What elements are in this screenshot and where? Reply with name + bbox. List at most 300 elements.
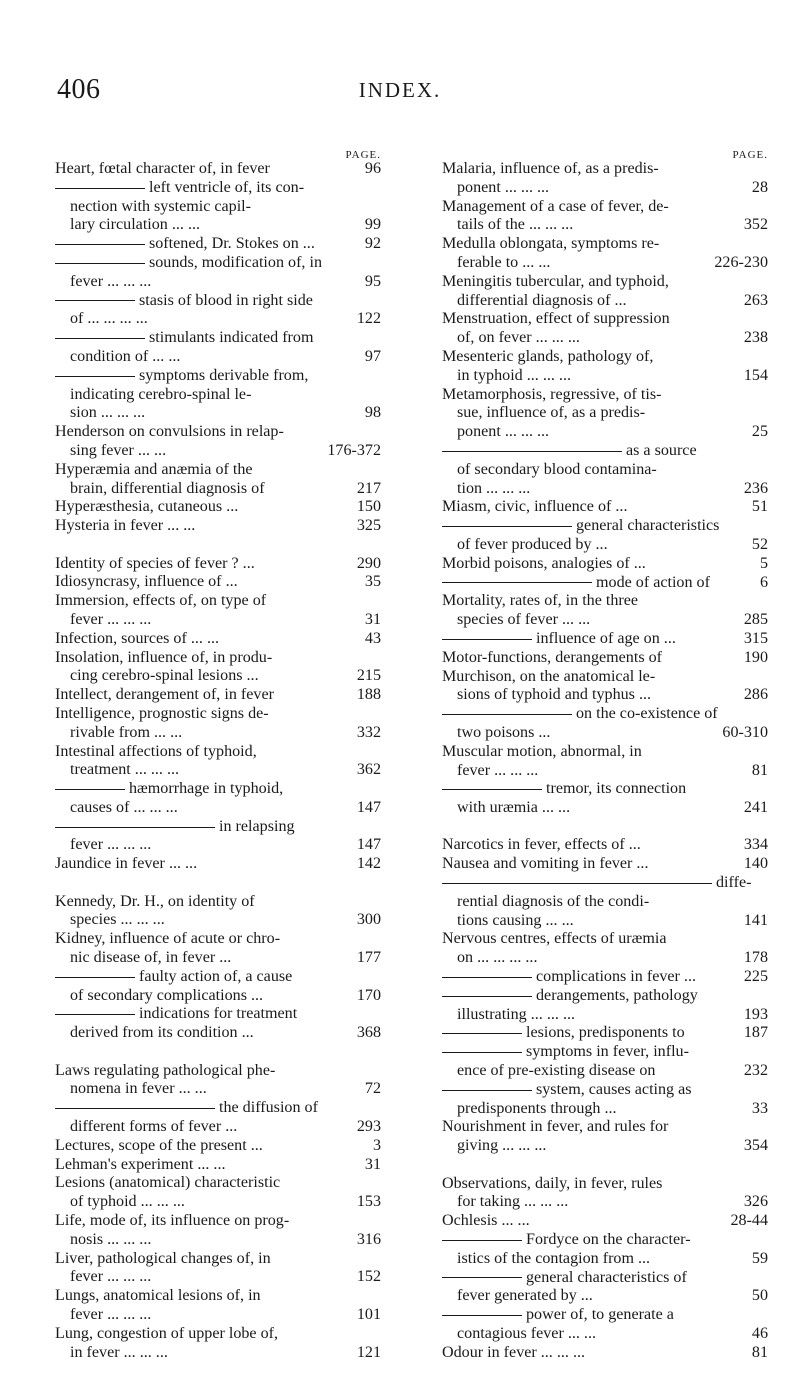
index-line <box>442 611 768 630</box>
ditto-rule <box>442 996 532 997</box>
index-line <box>55 216 381 235</box>
index-line <box>55 329 381 348</box>
index-entry <box>55 1137 381 1156</box>
index-entry <box>442 874 768 930</box>
index-line <box>55 911 381 930</box>
index-line <box>55 367 381 386</box>
index-line <box>55 423 381 442</box>
index-entry <box>55 686 381 705</box>
index-entry <box>55 160 381 179</box>
index-entry <box>55 1062 381 1100</box>
index-line <box>55 461 381 480</box>
page-ref: 326 <box>743 1193 768 1211</box>
index-column-left <box>55 149 381 1362</box>
index-line <box>442 273 768 292</box>
ditto-rule <box>55 789 125 790</box>
index-entry <box>55 555 381 574</box>
index-entry <box>55 235 381 254</box>
entry-text: general characteristics of <box>526 1268 687 1286</box>
page-ref: 28 <box>751 178 768 196</box>
index-line <box>442 1344 768 1363</box>
index-entry <box>442 386 768 442</box>
index-line <box>55 1080 381 1099</box>
page-ref: 6 <box>759 573 768 591</box>
index-line <box>55 1099 381 1118</box>
entry-text: fever ... ... ... <box>70 1306 152 1323</box>
index-line <box>442 1306 768 1325</box>
page-ref: 193 <box>743 1005 768 1023</box>
page-ref: 142 <box>356 855 381 873</box>
entry-text: species of fever ... ... <box>457 611 591 629</box>
index-line <box>442 686 768 705</box>
index-line <box>55 724 381 743</box>
index-entry <box>55 423 381 461</box>
page-ref: 46 <box>751 1325 768 1342</box>
index-line <box>55 1250 381 1269</box>
entry-text: derangements, pathology <box>536 986 698 1004</box>
entry-text: of, on fever ... ... ... <box>457 329 580 347</box>
entry-text: ponent ... ... ... <box>457 178 550 196</box>
entry-text: for taking ... ... ... <box>457 1193 569 1211</box>
index-line <box>55 761 381 780</box>
page-ref: 293 <box>356 1118 381 1136</box>
index-line <box>55 404 381 423</box>
page-ref: 170 <box>356 986 381 1004</box>
index-line <box>55 649 381 668</box>
entry-text: nomena in fever ... ... <box>70 1080 207 1098</box>
entry-text: Hysteria in fever ... ... <box>55 517 196 535</box>
index-line <box>442 1081 768 1100</box>
entry-text: hæmorrhage in typhoid, <box>129 780 284 798</box>
page-ref: 81 <box>751 761 768 779</box>
index-entry <box>442 348 768 386</box>
index-line <box>442 912 768 931</box>
index-entry <box>442 1212 768 1231</box>
index-line <box>55 667 381 686</box>
page-ref: 59 <box>751 1249 768 1267</box>
page-ref: 31 <box>364 1155 381 1173</box>
index-line <box>55 968 381 987</box>
index-entry <box>55 649 381 687</box>
index-entry <box>55 254 381 292</box>
index-entry <box>55 1212 381 1250</box>
page-ref: 31 <box>364 610 381 628</box>
ditto-rule <box>442 451 622 452</box>
index-entry <box>442 836 768 855</box>
entry-text: cing cerebro-spinal lesions ... <box>70 667 259 685</box>
index-line <box>442 1043 768 1062</box>
entry-text: Miasm, civic, influence of ... <box>442 498 628 516</box>
index-entry <box>442 743 768 781</box>
entry-text: Nausea and vomiting in fever ... <box>442 855 649 873</box>
page-header <box>0 48 800 108</box>
index-entry <box>55 329 381 367</box>
index-line <box>442 235 768 254</box>
index-entry <box>55 780 381 818</box>
entry-text: ence of pre-existing disease on <box>457 1062 656 1080</box>
entry-text: complications in fever ... <box>536 968 696 986</box>
index-entry <box>55 855 381 874</box>
entry-text: fever ... ... ... <box>70 610 152 628</box>
entry-text: ferable to ... ... <box>457 253 551 271</box>
entry-text: Lehman's experiment ... ... <box>55 1155 226 1173</box>
entry-text: brain, differential diagnosis of <box>70 479 265 497</box>
index-line <box>55 310 381 329</box>
index-line <box>55 198 381 217</box>
ditto-rule <box>55 977 135 978</box>
ditto-rule <box>55 1108 215 1109</box>
entry-text: with uræmia ... ... <box>457 799 571 817</box>
index-line <box>442 705 768 724</box>
entry-text: on the co-existence of <box>576 705 718 723</box>
index-entry <box>442 930 768 968</box>
index-entry <box>442 1231 768 1269</box>
page-ref: 81 <box>751 1343 768 1361</box>
index-line <box>442 836 768 855</box>
index-line <box>442 461 768 480</box>
entry-text: Kennedy, Dr. H., on identity of <box>55 892 255 910</box>
page-ref: 72 <box>364 1080 381 1098</box>
index-line <box>442 310 768 329</box>
index-entry <box>55 1287 381 1325</box>
index-entry <box>55 743 381 781</box>
index-line <box>442 254 768 273</box>
index-column-right <box>442 149 768 1363</box>
entry-text: as a source <box>626 441 697 459</box>
index-line <box>442 367 768 386</box>
index-line <box>442 480 768 499</box>
page-number: 406 <box>57 74 101 105</box>
page-ref: 35 <box>364 573 381 591</box>
entry-text: Identity of species of fever ? ... <box>55 554 255 572</box>
entry-text: fever ... ... ... <box>70 836 152 854</box>
page-ref: 121 <box>356 1343 381 1361</box>
entry-text: in relapsing <box>219 817 295 835</box>
index-entry <box>55 630 381 649</box>
page-ref: 188 <box>356 686 381 704</box>
entry-text: the diffusion of <box>219 1099 318 1117</box>
index-entry <box>442 574 768 593</box>
entry-text: indicating cerebro-spinal le- <box>70 385 252 403</box>
entry-text: tremor, its connection <box>546 780 687 798</box>
entry-text: Ochlesis ... ... <box>442 1212 530 1230</box>
page-ref: 154 <box>743 366 768 384</box>
page-ref: 152 <box>356 1268 381 1286</box>
letter-gap <box>55 1043 381 1062</box>
index-line <box>442 1231 768 1250</box>
index-entry <box>442 1306 768 1344</box>
entry-text: in fever ... ... ... <box>70 1343 168 1361</box>
index-line <box>55 611 381 630</box>
entry-text: Medulla oblongata, symptoms re- <box>442 235 660 253</box>
index-line <box>442 1062 768 1081</box>
index-line <box>55 386 381 405</box>
index-line <box>55 1344 381 1363</box>
index-line <box>442 1137 768 1156</box>
index-entry <box>442 855 768 874</box>
entry-text: Immersion, effects of, on type of <box>55 592 267 610</box>
index-line <box>55 573 381 592</box>
index-entry <box>442 649 768 668</box>
index-line <box>55 780 381 799</box>
index-entry <box>442 592 768 630</box>
entry-text: causes of ... ... ... <box>70 798 178 816</box>
entry-text: of typhoid ... ... ... <box>70 1193 185 1211</box>
page-ref: 33 <box>751 1099 768 1117</box>
index-line <box>55 1325 381 1344</box>
page-ref: 147 <box>356 798 381 816</box>
index-line <box>55 799 381 818</box>
index-line <box>442 536 768 555</box>
index-line <box>442 498 768 517</box>
index-entry <box>442 442 768 498</box>
ditto-rule <box>55 827 215 828</box>
entry-text: istics of the contagion from ... <box>457 1249 651 1267</box>
entry-text: Infection, sources of ... ... <box>55 629 220 647</box>
entry-text: diffe- <box>716 874 752 892</box>
index-entry <box>442 968 768 987</box>
index-line <box>55 686 381 705</box>
ditto-rule <box>442 714 572 715</box>
entry-text: Lectures, scope of the present ... <box>55 1136 263 1154</box>
page-ref: 238 <box>743 329 768 347</box>
entry-text: condition of ... ... <box>70 347 181 365</box>
index-line <box>442 780 768 799</box>
index-line <box>55 1306 381 1325</box>
index-line <box>55 160 381 179</box>
index-entry <box>55 930 381 968</box>
ditto-rule <box>55 300 135 301</box>
index-line <box>55 235 381 254</box>
page-ref: 3 <box>372 1136 381 1154</box>
index-line <box>442 423 768 442</box>
index-entry <box>55 1156 381 1175</box>
ditto-rule <box>55 188 145 189</box>
index-line <box>442 348 768 367</box>
index-line <box>55 630 381 649</box>
entry-text: faulty action of, a cause <box>139 967 293 985</box>
page-ref: 51 <box>751 498 768 516</box>
index-entry <box>442 555 768 574</box>
entry-text: indications for treatment <box>139 1005 298 1023</box>
index-line <box>55 836 381 855</box>
page-ref: 177 <box>356 949 381 967</box>
index-entry <box>442 780 768 818</box>
index-line <box>442 1118 768 1137</box>
entry-text: nosis ... ... ... <box>70 1230 152 1248</box>
index-line <box>55 818 381 837</box>
index-line <box>442 160 768 179</box>
entry-text: Hyperæmia and anæmia of the <box>55 460 253 478</box>
entry-text: Observations, daily, in fever, rules <box>442 1174 663 1192</box>
entry-text: Laws regulating pathological phe- <box>55 1061 276 1079</box>
index-line <box>442 649 768 668</box>
page-ref: 285 <box>743 611 768 629</box>
page-ref: 263 <box>743 291 768 309</box>
index-entry <box>442 1118 768 1156</box>
entry-text: lary circulation ... ... <box>70 216 201 234</box>
page-ref: 25 <box>751 423 768 441</box>
entry-text: lesions, predisponents to <box>526 1024 685 1042</box>
running-title: INDEX. <box>358 78 442 102</box>
entry-text: Odour in fever ... ... ... <box>442 1343 586 1361</box>
page-ref: 236 <box>743 479 768 497</box>
ditto-rule <box>55 263 145 264</box>
entry-text: Lungs, anatomical lesions of, in <box>55 1287 261 1305</box>
entry-text: Jaundice in fever ... ... <box>55 855 198 873</box>
index-line <box>55 1287 381 1306</box>
letter-gap <box>442 818 768 837</box>
index-entry <box>442 498 768 517</box>
page-ref: 5 <box>759 554 768 572</box>
entry-text: contagious fever ... ... <box>457 1325 596 1342</box>
entry-text: Liver, pathological changes of, in <box>55 1249 271 1267</box>
entry-text: sounds, modification of, in <box>149 253 322 271</box>
index-line <box>55 179 381 198</box>
index-line <box>442 1212 768 1231</box>
page-ref: 352 <box>743 216 768 234</box>
index-line <box>55 1174 381 1193</box>
index-line <box>55 1231 381 1250</box>
index-line <box>442 668 768 687</box>
entry-text: softened, Dr. Stokes on ... <box>149 235 315 253</box>
index-entry <box>55 461 381 499</box>
page-ref: 332 <box>356 723 381 741</box>
entry-text: of secondary complications ... <box>70 986 264 1004</box>
entry-text: tions causing ... ... <box>457 911 574 929</box>
entry-text: nection with systemic capil- <box>70 197 252 215</box>
entry-text: stimulants indicated from <box>149 329 314 347</box>
entry-text: left ventricle of, its con- <box>149 178 305 196</box>
page-ref: 190 <box>743 648 768 666</box>
ditto-rule <box>442 1277 522 1278</box>
ditto-rule <box>442 789 542 790</box>
page-ref: 187 <box>743 1024 768 1042</box>
index-line <box>55 1156 381 1175</box>
page-ref: 178 <box>743 949 768 967</box>
entry-text: Kidney, influence of acute or chro- <box>55 930 281 948</box>
page-ref: 150 <box>356 498 381 516</box>
index-line <box>55 517 381 536</box>
entry-text: Mesenteric glands, pathology of, <box>442 347 654 365</box>
page-ref: 97 <box>364 347 381 365</box>
entry-text: symptoms derivable from, <box>139 366 309 384</box>
index-entry <box>55 179 381 235</box>
page-ref: 225 <box>743 968 768 986</box>
entry-text: Morbid poisons, analogies of ... <box>442 554 646 572</box>
page-ref: 286 <box>743 686 768 704</box>
index-entry <box>55 968 381 1006</box>
index-line <box>55 498 381 517</box>
entry-text: Idiosyncrasy, influence of ... <box>55 573 238 591</box>
entry-text: different forms of fever ... <box>70 1118 238 1136</box>
page-ref: 52 <box>751 535 768 553</box>
entry-text: Lesions (anatomical) characteristic <box>55 1174 281 1192</box>
index-line <box>442 216 768 235</box>
index-entry <box>442 160 768 198</box>
page-ref: 176-372 <box>327 441 381 459</box>
index-entry <box>55 498 381 517</box>
index-line <box>442 592 768 611</box>
page-ref: 354 <box>743 1137 768 1155</box>
index-line <box>55 1062 381 1081</box>
entry-text: ponent ... ... ... <box>457 423 550 441</box>
entry-text: Intellect, derangement of, in fever <box>55 686 274 704</box>
entry-text: predisponents through ... <box>457 1099 617 1117</box>
entry-text: of fever produced by ... <box>457 535 608 553</box>
entry-text: fever ... ... ... <box>70 272 152 290</box>
page-ref: 147 <box>356 836 381 854</box>
index-entry <box>55 592 381 630</box>
page-ref: 99 <box>364 216 381 234</box>
entry-text: Henderson on convulsions in relap- <box>55 423 284 441</box>
entry-text: of secondary blood contamina- <box>457 460 657 478</box>
index-line <box>55 273 381 292</box>
index-entry <box>442 668 768 706</box>
index-entry <box>442 1081 768 1119</box>
entry-text: two poisons ... <box>457 723 551 741</box>
index-entry <box>442 1344 768 1363</box>
index-entry <box>442 1175 768 1213</box>
entry-text: differential diagnosis of ... <box>457 291 627 309</box>
index-line <box>442 517 768 536</box>
index-line <box>442 404 768 423</box>
entry-text: tion ... ... ... <box>457 479 531 497</box>
index-line <box>442 442 768 461</box>
index-entry <box>55 292 381 330</box>
index-line <box>442 1287 768 1306</box>
entry-text: of ... ... ... ... <box>70 310 148 328</box>
entry-text: on ... ... ... ... <box>457 949 538 967</box>
page-ref: 300 <box>356 911 381 929</box>
entry-text: giving ... ... ... <box>457 1137 547 1155</box>
entry-text: rential diagnosis of the condi- <box>457 892 650 910</box>
entry-text: in typhoid ... ... ... <box>457 366 572 384</box>
page-ref: 362 <box>356 761 381 779</box>
entry-text: symptoms in fever, influ- <box>526 1043 689 1061</box>
entry-text: Metamorphosis, regressive, of tis- <box>442 385 662 403</box>
index-entry <box>442 235 768 273</box>
entry-text: fever generated by ... <box>457 1287 593 1305</box>
entry-text: Muscular motion, abnormal, in <box>442 742 642 760</box>
index-line <box>55 480 381 499</box>
entry-text: Management of a case of fever, de- <box>442 197 669 215</box>
entry-text: rivable from ... ... <box>70 723 183 741</box>
index-entry <box>55 1250 381 1288</box>
entry-text: Intestinal affections of typhoid, <box>55 742 257 760</box>
ditto-rule <box>55 376 135 377</box>
index-line <box>442 198 768 217</box>
index-line <box>442 874 768 893</box>
letter-gap <box>55 874 381 893</box>
entry-text: Lung, congestion of upper lobe of, <box>55 1324 279 1342</box>
index-line <box>55 1212 381 1231</box>
index-entry <box>442 1269 768 1307</box>
page-column-label: PAGE. <box>345 149 381 161</box>
index-line <box>442 1100 768 1119</box>
entry-text: system, causes acting as <box>536 1080 692 1098</box>
entry-text: sion ... ... ... <box>70 404 146 422</box>
ditto-rule <box>442 1240 522 1241</box>
index-entry <box>442 705 768 743</box>
entry-text: sue, influence of, as a predis- <box>457 404 646 422</box>
index-line <box>55 1268 381 1287</box>
entry-text: Menstruation, effect of suppression <box>442 310 670 328</box>
index-line <box>55 930 381 949</box>
index-entry <box>55 517 381 536</box>
entry-text: sions of typhoid and typhus ... <box>457 686 652 704</box>
entry-text: Mortality, rates of, in the three <box>442 592 639 610</box>
